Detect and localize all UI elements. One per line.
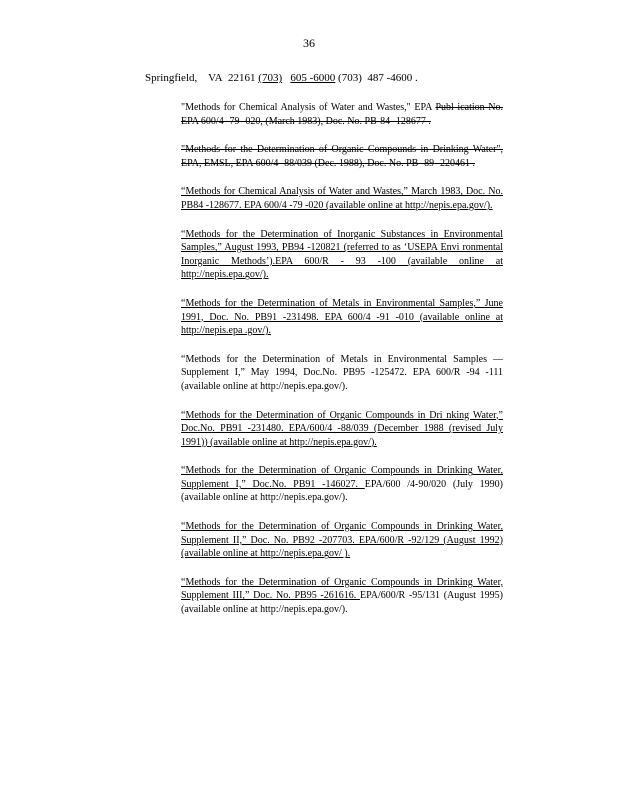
reference-text: "Methods for Chemical Analysis of Water and Wastes," EPA <box>181 102 436 113</box>
reference-inserted-text: “Methods for the Determination of Organic Compounds in Drinking Water, Supplement I,” Doc.No. PB91 -146027. <box>181 465 503 490</box>
reference-inserted-text: “Methods for the Determination of Organic Compounds in Drinking Water, Supplement III,” Doc. No. PB95 -261616. <box>181 576 503 602</box>
reference-entry <box>181 228 503 282</box>
reference-inserted-text: “Methods for the Determination of Organic Compounds in Drinking Water, Supplement II,” Doc. No. PB92 -207703. EPA/600/R -92/129 (August 1992) (available online at http://nepis.epa.gov/ ). <box>181 521 503 560</box>
reference-list <box>181 101 503 632</box>
reference-entry <box>181 297 503 338</box>
reference-inserted-text: “Methods for the Determination of Organic Compounds in Dri nking Water,” Doc.No. PB91 -231480. EPA/600/4 -88/039 (December 1988 (revised July 1991)) (available online at http://nepis.epa.gov/). <box>181 409 503 448</box>
reference-entry <box>181 185 503 212</box>
reference-entry <box>181 576 503 617</box>
address-phone-2: 487 -4600 . <box>367 72 418 84</box>
reference-entry <box>181 520 503 561</box>
reference-deleted-text: "Methods for the Determination of Organic Compounds in Drinking Water", EPA, EMSL, EPA 600/4 -88/039 (Dec. 1988), Doc. No. PB -89 -220461 . <box>181 144 503 169</box>
reference-entry <box>181 464 503 505</box>
address-city: Springfield, <box>145 72 198 84</box>
address-line <box>145 72 418 84</box>
address-area-code-1: (703) <box>258 72 283 84</box>
reference-text: “Methods for the Determination of Metals in Environmental Samples — Supplement I,” May 1994, Doc.No. PB95 -125472. EPA 600/R -94 -111 (available online at http://nepis.epa.gov/). <box>181 353 503 392</box>
reference-text: EPA/600 /4-90/020 (July 1990) (available online at http://nepis.epa.gov/). <box>181 478 503 504</box>
page-number: 36 <box>303 36 315 50</box>
address-zip: 22161 <box>228 72 256 84</box>
reference-entry <box>181 409 503 450</box>
reference-entry <box>181 353 503 394</box>
reference-inserted-text: “Methods for the Determination of Metals in Environmental Samples,” June 1991, Doc. No. PB91 -231498. EPA 600/4 -91 -010 (available online at http://nepis.epa .gov/). <box>181 297 503 337</box>
reference-inserted-text: “Methods for Chemical Analysis of Water and Wastes,” March 1983, Doc. No. PB84 -128677. EPA 600/4 -79 -020 (available online at http://nepis.epa.gov/). <box>181 186 503 211</box>
reference-deleted-text: Publ ication No. EPA 600/4 -79 -020, (March 1983), Doc. No. PB-84 -128677 . <box>181 102 504 127</box>
reference-inserted-text: “Methods for the Determination of Inorganic Substances in Environmental Samples,” August 1993, PB94 -120821 (referred to as ‘USEPA Envi ronmental Inorganic Methods’).EPA 600/R - 93 -100 (available online at http://nepis.epa.gov/). <box>181 228 503 281</box>
reference-text: EPA/600/R -95/131 (August 1995) (available online at http://nepis.epa.gov/). <box>181 590 503 616</box>
reference-entry <box>181 101 503 128</box>
address-phone-1: 605 -6000 <box>290 72 336 84</box>
reference-entry <box>181 143 503 170</box>
address-area-code-2: (703) <box>338 72 362 84</box>
address-state: VA <box>208 72 223 84</box>
